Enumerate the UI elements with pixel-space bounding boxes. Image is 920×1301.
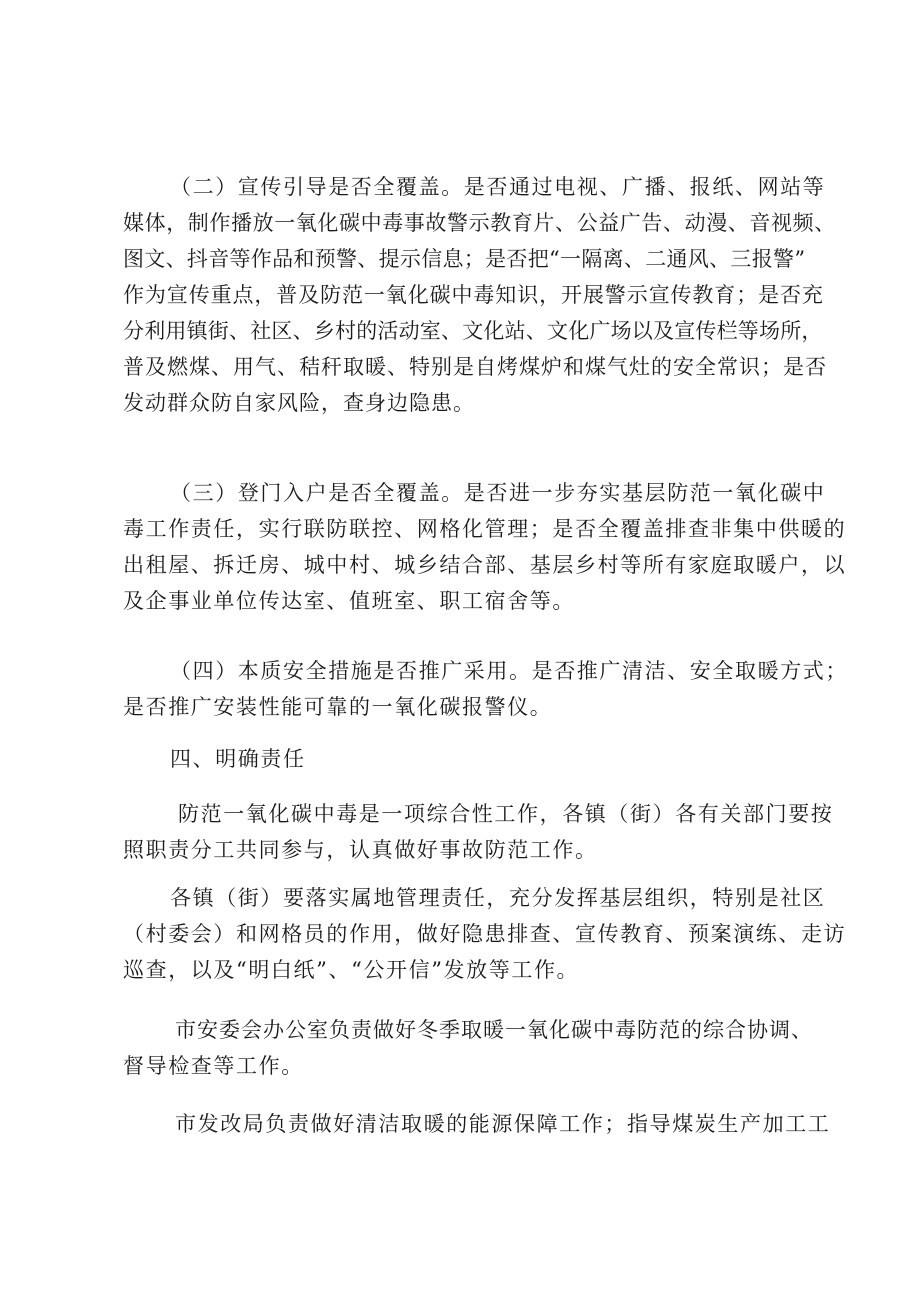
paragraph-7-line-2: 督导检查等工作。 — [123, 1054, 304, 1078]
paragraph-2-line-6: 普及燃煤、用气、秸秆取暖、特别是自烤煤炉和煤气灶的安全常识；是否 — [123, 355, 827, 379]
paragraph-5-line-1: 防范一氧化碳中毒是一项综合性工作，各镇（街）各有关部门要按 — [178, 802, 834, 826]
paragraph-3-line-4: 及企事业单位传达室、值班室、职工宿舍等。 — [123, 589, 575, 613]
paragraph-8-line-1: 市发改局负责做好清洁取暖的能源保障工作；指导煤炭生产加工工 — [175, 1112, 831, 1136]
paragraph-2-line-5: 分利用镇街、社区、乡村的活动室、文化站、文化广场以及宣传栏等场所， — [123, 319, 823, 343]
paragraph-6-line-1: 各镇（街）要落实属地管理责任，充分发挥基层组织，特别是社区 — [170, 886, 826, 910]
paragraph-4-line-1: （四）本质安全措施是否推广采用。是否推广清洁、安全取暖方式； — [170, 659, 848, 683]
paragraph-7-line-1: 市安委会办公室负责做好冬季取暖一氧化碳中毒防范的综合协调、 — [175, 1018, 813, 1042]
paragraph-2-line-3: 图文、抖音等作品和预警、提示信息；是否把“一隔离、二通风、三报警” — [123, 247, 806, 271]
paragraph-3-line-3: 出租屋、拆迁房、城中村、城乡结合部、基层乡村等所有家庭取暖户，以 — [123, 553, 847, 577]
paragraph-6-line-3: 巡查，以及“明白纸”、“公开信”发放等工作。 — [123, 958, 580, 982]
paragraph-2-line-1: （二）宣传引导是否全覆盖。是否通过电视、广播、报纸、网站等 — [170, 175, 826, 199]
paragraph-5-line-2: 照职责分工共同参与，认真做好事故防范工作。 — [123, 838, 598, 862]
paragraph-3-line-1: （三）登门入户是否全覆盖。是否进一步夯实基层防范一氧化碳中 — [170, 481, 826, 505]
paragraph-3-line-2: 毒工作责任，实行联防联控、网格化管理；是否全覆盖排查非集中供暖的 — [123, 517, 847, 541]
paragraph-2-line-7: 发动群众防自家风险，查身边隐患。 — [123, 391, 475, 415]
paragraph-2-line-2: 媒体，制作播放一氧化碳中毒事故警示教育片、公益广告、动漫、音视频、 — [123, 211, 836, 235]
paragraph-4-line-2: 是否推广安装性能可靠的一氧化碳报警仪。 — [123, 695, 553, 719]
paragraph-2-line-4: 作为宣传重点，普及防范一氧化碳中毒知识，开展警示宣传教育；是否充 — [123, 283, 824, 307]
section-heading-responsibility: 四、明确责任 — [170, 747, 306, 771]
paragraph-6-line-2: （村委会）和网格员的作用，做好隐患排查、宣传教育、预案演练、走访 — [123, 922, 847, 946]
